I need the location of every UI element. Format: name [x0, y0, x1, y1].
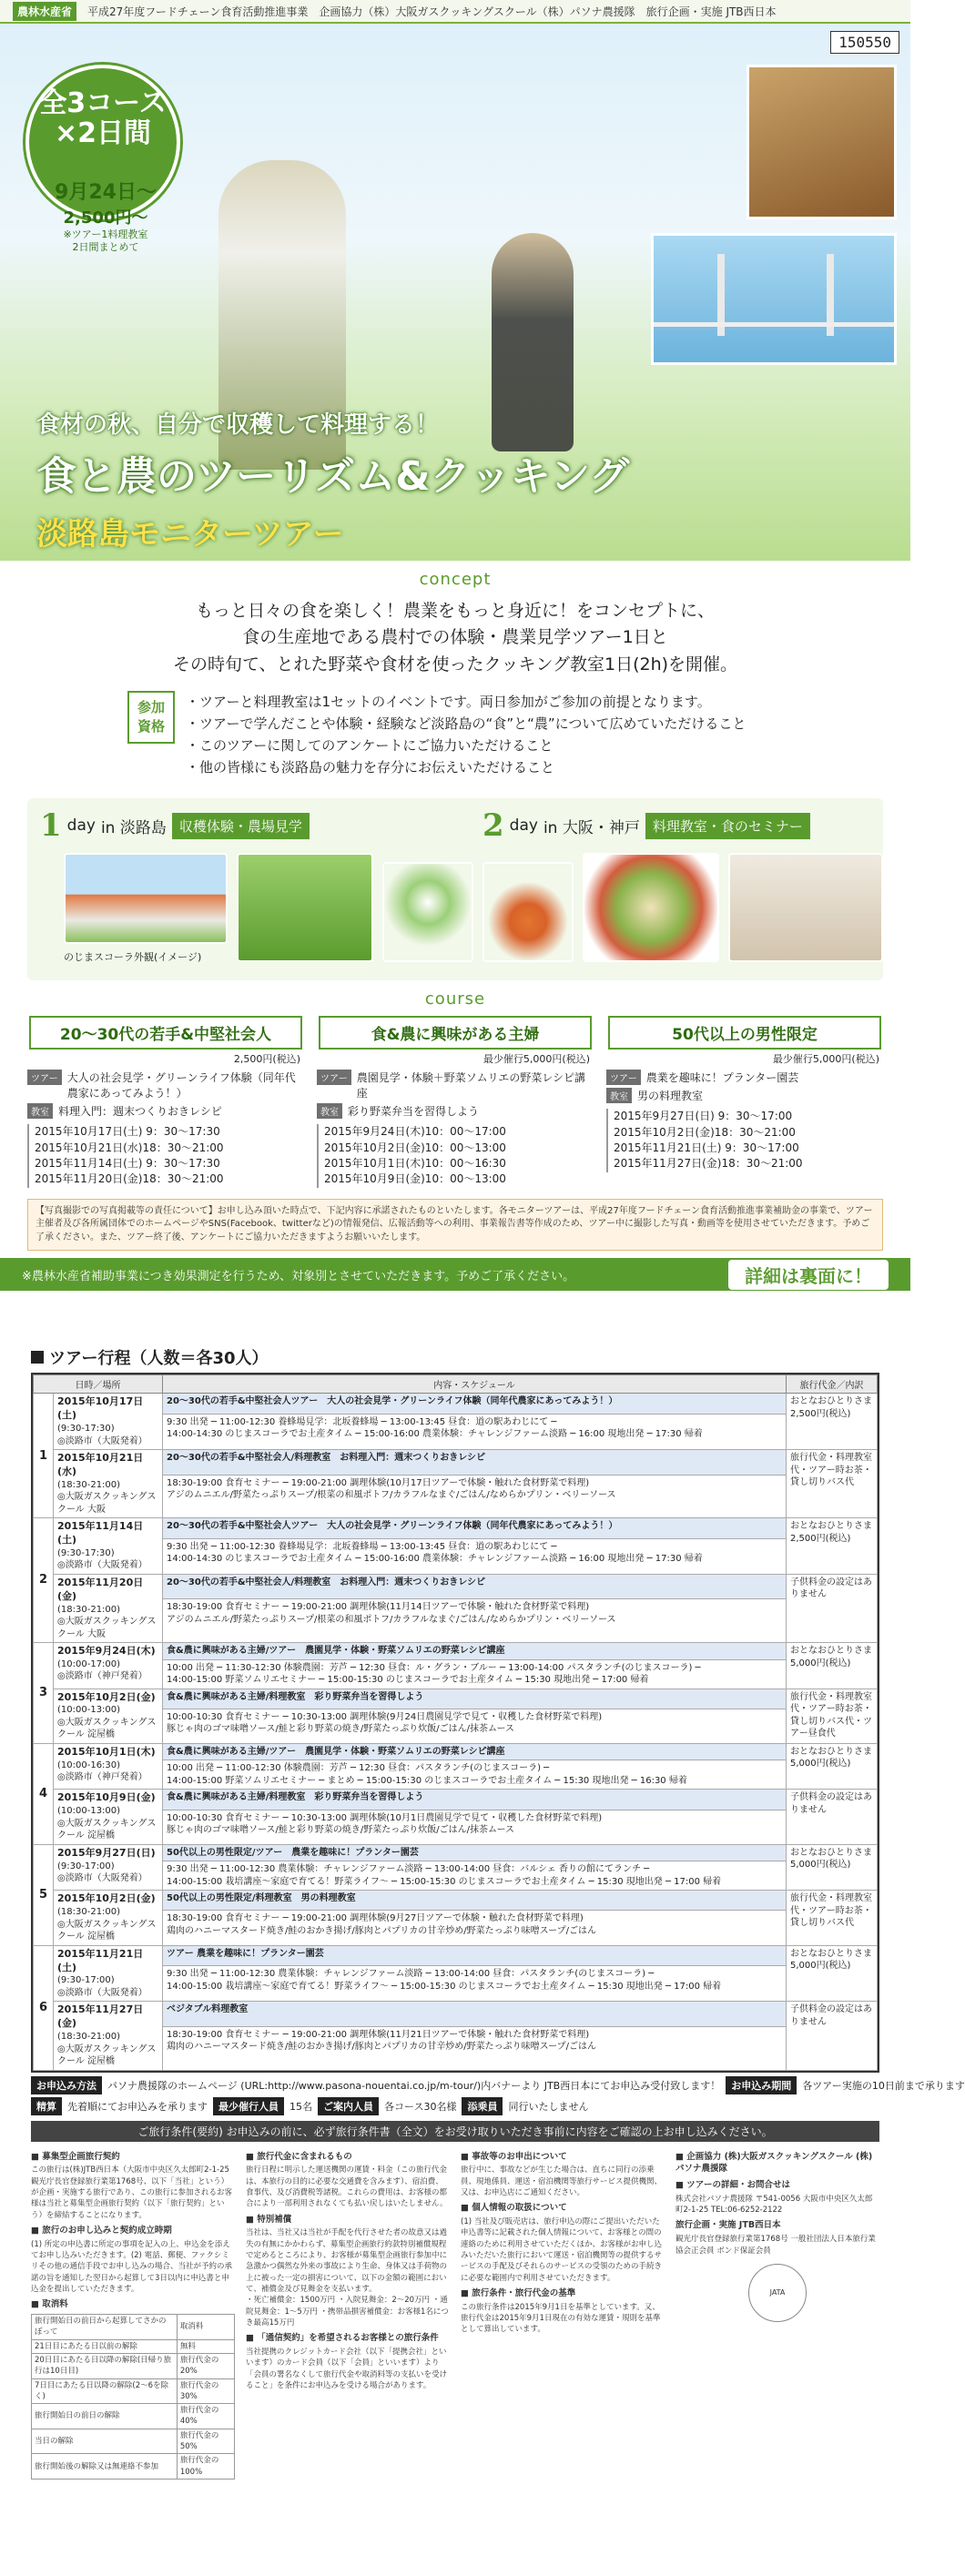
subsidy-note: ※農林水産省補助事業につき効果測定を行うため、対象別とさせていただきます。予めご了承ください。: [22, 1269, 575, 1283]
course-card: [317, 1016, 594, 1188]
table-row: [34, 1844, 878, 1861]
day-overview: [27, 798, 883, 980]
product-code: 150550: [830, 31, 899, 54]
row-schedule: [163, 1709, 787, 1743]
row-date: 2015年10月2日(金): [57, 1690, 156, 1703]
table-row: [34, 1394, 878, 1415]
row-place: ◎淡路市（大阪発着）: [57, 1987, 147, 1998]
row-place: ◎大阪ガスクッキングスクール 大阪: [57, 1492, 157, 1515]
itinerary-title-text: ツアー行程（人数＝各30人）: [49, 1349, 269, 1369]
table-row: [34, 1790, 878, 1810]
table-row: [34, 1643, 878, 1660]
row-place: ◎淡路市（神戸発着）: [57, 1671, 147, 1682]
min-people: 15名: [290, 2100, 312, 2113]
course-date: 2015年10月2日(金)18：30～21:00: [614, 1125, 796, 1139]
table-row: [34, 1518, 878, 1539]
day2-place: in 大阪・神戸: [543, 818, 640, 837]
schedule-line: 18:30-19:00 食育セミナー ─ 19:00-21:00 調理体験(9月27日ツアーで体験・触れた食材野菜で料理): [167, 1913, 584, 1924]
row-time: (9:30-17:00): [57, 1861, 115, 1871]
carrot-photo: [482, 862, 574, 962]
terms-heading: ■ 「通信契約」を希望されるお客様との旅行条件: [246, 2333, 439, 2344]
row-date-cell: [54, 1394, 163, 1450]
row-date: 2015年11月20日(金): [57, 1576, 144, 1602]
schedule-line: 9:30 出発 ─ 11:00-12:30 農業体験：チャレンジファーム淡路 ─ 13:00-14:00 昼食：パスタランチ(のじまスコーラ) ─: [167, 1969, 655, 1980]
row-fee: 子供料金の設定はありません: [787, 1790, 878, 1844]
row-place: ◎大阪ガスクッキングスクール 大阪: [57, 1617, 157, 1639]
schedule-line: 10:00-10:30 食育セミナー ─ 10:30-13:00 調理体験(10月1日農園見学で見て・収穫した食材野菜で料理): [167, 1812, 603, 1823]
row-fee: おとなおひとりさま 5,000円(税込): [787, 1945, 878, 2002]
row-fee: おとなおひとりさま 2,500円(税込): [787, 1394, 878, 1450]
row-date: 2015年9月24日(木): [57, 1645, 156, 1658]
row-title: ベジタブル料理教室: [163, 2002, 787, 2027]
eligibility: [127, 691, 910, 778]
terms-col-4: [676, 2147, 879, 2480]
course-date: 2015年10月1日(木)10：00～16:30: [324, 1157, 506, 1171]
course-date: 2015年11月21日(土) 9：30～17:00: [614, 1141, 799, 1155]
terms-col-1: [31, 2147, 235, 2480]
row-time: (10:00-16:30): [57, 1760, 121, 1770]
table-row: [34, 1891, 878, 1911]
schedule-line: 18:30-19:00 食育セミナー ─ 19:00-21:00 調理体験(10月17日ツアーで体験・触れた食材野菜で料理): [167, 1477, 590, 1488]
terms-text: この旅行は(株)JTB西日本（大阪市中央区久太郎町2-1-25 観光庁長官登録旅行業第1768号、以下「当社」という）が企画・実施する旅行であり、この旅行に参加されるお客様は当社と募集型企画旅行契約（以下「旅行契約」という）を締結することになります。: [31, 2165, 233, 2220]
course-label: course: [424, 989, 486, 1009]
terms-heading: ■ 事故等のお申出について: [461, 2151, 567, 2162]
schedule-line: 9:30 出発 ─ 11:00-12:30 養蜂場見学：北坂養蜂場 ─ 13:00-13:45 昼食：道の駅あわじにて ─: [167, 1541, 557, 1552]
row-title: ツアー 農業を趣味に！プランター園芸: [163, 1945, 787, 1966]
nojima-scuola-photo: [64, 853, 228, 944]
schedule-line: アジのムニエル/野菜たっぷりスープ/根菜の和風ポトフ/カラフルなまぐ/ごはん/なめらかプリン・ベリーソース: [167, 1614, 616, 1625]
table-row: [34, 1574, 878, 1599]
badge-days: ×2日間: [54, 117, 151, 149]
row-fee: おとなおひとりさま 2,500円(税込): [787, 1518, 878, 1575]
row-place: ◎淡路市（大阪発着）: [57, 1873, 147, 1884]
day1-place: in 淡路島: [100, 818, 167, 837]
tour-key: ツアー: [317, 1070, 351, 1085]
class-key: 教室: [27, 1103, 53, 1119]
planning-partners: 企画協力（株）大阪ガスクッキングスクール（株）パソナ農援隊: [319, 5, 635, 18]
row-schedule: [163, 1861, 787, 1891]
course-title: 50代以上の男性限定: [608, 1016, 881, 1050]
concept-text: [0, 598, 910, 678]
schedule-line: 14:00-14:30 のじまスコーラでお土産タイム ─ 15:00-16:00 農業体験：チャレンジファーム淡路 ─ 16:00 現地出発 ─ 17:30 帰着: [167, 1429, 703, 1440]
row-fee: 旅行代金・料理教室代・ツアー時お茶・貸し切りバス代・ツアー昼食代: [787, 1689, 878, 1743]
col-header-date: 日時／場所: [34, 1375, 163, 1394]
badge-courses: 全3コース: [39, 87, 167, 119]
hero-section: [0, 24, 910, 561]
eligibility-label: 参加資格: [127, 691, 175, 744]
row-place: ◎大阪ガスクッキングスクール 淀屋橋: [57, 1818, 157, 1841]
row-date-cell: [54, 1891, 163, 1945]
row-place: ◎淡路市（神戸発着）: [57, 1772, 147, 1783]
row-date: 2015年11月21日(土): [57, 1947, 144, 1973]
course-date: 2015年9月27日(日) 9：30～17:00: [614, 1110, 793, 1123]
schedule-line: 豚じゃ肉のゴマ味噌ソース/鮭と彩り野菜の焼き/野菜たっぷり炊飯/ごはん/抹茶ムース: [167, 1724, 514, 1735]
schedule-line: アジのムニエル/野菜たっぷりスープ/根菜の和風ポトフ/カラフルなまぐ/ごはん/なめらかプリン・ベリーソース: [167, 1490, 616, 1501]
schedule-line: 14:00-15:00 野菜ソムリエセミナー ─ 15:00-15:30 のじまスコーラでお土産タイム ─ 15:30 現地出発 ─ 17:00 帰着: [167, 1675, 649, 1686]
tour-key: ツアー: [606, 1070, 641, 1085]
terms-col-2: [246, 2147, 450, 2480]
concept-line-2: 食の生産地である農村での体験・農業見学ツアー1日と: [242, 627, 668, 648]
terms-text: (1) 当社及び販売店は、旅行申込の際にご提出いただいた申込書等に記載された個人情報について、お客様との間の連絡のために利用させていただくほか、お客様がお申し込みいただいた旅行において運送・宿泊機関等の提供するサービスの手配及びそれらのサービスの受領のための手続きに必要な範囲内で利用させていただきます。: [461, 2217, 663, 2283]
price-note-2: 2日間まとめて: [72, 241, 139, 254]
course-class: 料理入門：週末つくりおきレシピ: [58, 1105, 222, 1119]
row-title: 20～30代の若手&中堅社会人ツアー 大人の社会見学・グリーンライフ体験（同年代農家にあってみよう！）: [163, 1394, 787, 1415]
terms-heading: ■ 個人情報の取扱について: [461, 2203, 567, 2214]
terms-text: ・死亡補償金：1500万円 ・入院見舞金：2〜20万円 ・通院見舞金：1〜5万円 ・携帯品損害補償金：お客様1名につき最高15万円: [246, 2296, 449, 2328]
row-title: 食&農に興味がある主婦/ツアー 農園見学・体験・野菜ソムリエの野菜レシピ講座: [163, 1743, 787, 1760]
organizer-heading: ■ 企画協力 (株)大阪ガスクッキングスクール (株)パソナ農援隊: [676, 2151, 873, 2175]
course-price: 最少催行5,000円(税込): [772, 1053, 879, 1066]
course-title: 食&農に興味がある主婦: [319, 1016, 592, 1050]
row-fee: 子供料金の設定はありません: [787, 1574, 878, 1642]
row-fee: おとなおひとりさま 5,000円(税込): [787, 1844, 878, 1891]
row-title: 食&農に興味がある主婦/料理教室 彩り野菜弁当を習得しよう: [163, 1790, 787, 1810]
group-number: 2: [34, 1518, 54, 1643]
class-key: 教室: [317, 1103, 342, 1119]
table-row: [34, 1743, 878, 1760]
row-title: 20～30代の若手&中堅社会人/料理教室 お料理入門：週末つくりおきレシピ: [163, 1574, 787, 1599]
square-bullet-icon: [31, 1351, 44, 1364]
concept-label: concept: [419, 570, 492, 589]
row-place: ◎大阪ガスクッキングスクール 淀屋橋: [57, 1717, 157, 1740]
guide-key: ご案内人員: [318, 2097, 379, 2115]
group-number: 3: [34, 1643, 54, 1744]
itinerary-title: [31, 1345, 879, 1369]
schedule-line: 14:00-14:30 のじまスコーラでお土産タイム ─ 15:00-16:00 農業体験：チャレンジファーム淡路 ─ 16:00 現地出発 ─ 17:30 帰着: [167, 1554, 703, 1565]
table-row: [34, 1945, 878, 1966]
schedule-line: 18:30-19:00 食育セミナー ─ 19:00-21:00 調理体験(11月14日ツアーで体験・触れた食材野菜で料理): [167, 1602, 590, 1613]
course-date: 2015年10月17日(土) 9：30～17:30: [35, 1125, 220, 1139]
course-date: 2015年11月27日(金)18：30～21:00: [614, 1157, 803, 1171]
agent-heading: 旅行企画・実施 JTB西日本: [676, 2220, 781, 2231]
course-class: 彩り野菜弁当を習得しよう: [348, 1105, 480, 1119]
concept-line-1: もっと日々の食を楽しく！農業をもっと身近に！をコンセプトに、: [195, 601, 715, 621]
course-title: 20～30代の若手&中堅社会人: [29, 1016, 302, 1050]
contact-text: 株式会社パソナ農援隊 〒541-0056 大阪市中央区久太郎町2-1-25 TEL:06-6252-2122: [676, 2194, 873, 2216]
terms-heading: ■ 特別補償: [246, 2214, 292, 2225]
row-date-cell: [54, 1743, 163, 1790]
terms-text: 当社提携のクレジットカード会社（以下「提携会社」といいます）のカード会員（以下「会員」といいます）より「会員の署名なくして旅行代金や取消料等の支払いを受けること」を条件にお申込みを受ける場合があります。: [246, 2347, 448, 2390]
row-time: (9:30-17:30): [57, 1547, 115, 1558]
eligibility-list: [186, 691, 746, 778]
eligibility-item: ・ツアーと料理教室は1セットのイベントです。両日参加がご参加の前提となります。: [186, 694, 711, 711]
row-title: 20～30代の若手&中堅社会人/料理教室 お料理入門：週末つくりおきレシピ: [163, 1450, 787, 1476]
staff-info: 同行いたしません: [508, 2100, 589, 2113]
farm-photo: [237, 853, 373, 962]
cooking-class-photo: [728, 853, 883, 962]
row-date-cell: [54, 1689, 163, 1743]
row-time: (10:00-13:00): [57, 1705, 121, 1716]
course-card: [27, 1016, 304, 1188]
col-header-fee: 旅行代金／内訳: [787, 1375, 878, 1394]
row-place: ◎淡路市（大阪発着）: [57, 1435, 147, 1446]
group-number: 1: [34, 1394, 54, 1518]
top-bar: [0, 0, 910, 24]
row-date: 2015年11月14日(土): [57, 1520, 144, 1547]
course-class: 男の料理教室: [637, 1090, 704, 1103]
akashi-bridge-photo: [651, 233, 897, 365]
dish-photo: [583, 853, 719, 962]
row-title: 20～30代の若手&中堅社会人ツアー 大人の社会見学・グリーンライフ体験（同年代農家にあってみよう！）: [163, 1518, 787, 1539]
day1-number: 1: [40, 807, 62, 845]
cancel-fee-table: 旅行開始日の前日から起算してさかのぼって 取消料 21日目にあたる日以前の解除 無料 20日目にあたる日以降の解除(日帰り旅行は10日目) 旅行代金の20% 7日目にあたる日以降の解除(2〜6を除く) 旅行代金の30% 旅行開始日の前日の解除 旅行代金の40% 当日の解除 旅行代金の50% 旅行開始後の解除又は無連絡不参加 旅行代金の100%: [31, 2314, 235, 2480]
terms-heading: ■ 旅行条件・旅行代金の基準: [461, 2287, 576, 2298]
course-dates: [606, 1109, 883, 1172]
row-fee: 子供料金の設定はありません: [787, 2002, 878, 2070]
row-date: 2015年11月27日(金): [57, 2003, 144, 2030]
see-back-badge: 詳細は裏面に！: [728, 1260, 889, 1290]
row-date-cell: [54, 1945, 163, 2002]
schedule-line: 14:00-15:00 栽培講座〜家庭で育てる！野菜ライフ〜 ─ 15:00-15:30 のじまスコーラでお土産タイム ─ 15:30 現地出発 ─ 17:00 帰着: [167, 1876, 722, 1887]
course-price: 2,500円(税込): [233, 1053, 300, 1066]
row-date-cell: [54, 1844, 163, 1891]
row-date-cell: [54, 1643, 163, 1689]
row-date: 2015年9月27日(日): [57, 1846, 156, 1859]
course-card: [606, 1016, 883, 1188]
day2-header: [482, 807, 810, 844]
row-time: (9:30-17:00): [57, 1975, 115, 1986]
schedule-line: 9:30 出発 ─ 11:00-12:30 養蜂場見学：北坂養蜂場 ─ 13:00-13:45 昼食：道の駅あわじにて ─: [167, 1416, 557, 1427]
course-dates: [27, 1124, 304, 1188]
row-date-cell: [54, 1518, 163, 1575]
booking-period: 各ツアー実施の10日前まで承ります: [802, 2079, 965, 2092]
group-number: 5: [34, 1844, 54, 1945]
row-schedule: [163, 1475, 787, 1518]
row-fee: 旅行代金・料理教室代・ツアー時お茶・貸し切りバス代: [787, 1450, 878, 1518]
schedule-line: 鶏肉のハニーマスタード焼き/鮭のおかき揚げ/豚肉とパプリカの甘辛炒め/野菜たっぷり味噌スープ/ごはん: [167, 2042, 596, 2053]
method-key: お申込み方法: [31, 2076, 102, 2094]
row-place: ◎淡路市（大阪発着）: [57, 1560, 147, 1571]
schedule-line: 鶏肉のハニーマスタード焼き/鮭のおかき揚げ/豚肉とパプリカの甘辛炒め/野菜たっぷり味噌スープ/ごはん: [167, 1925, 596, 1936]
col-header-content: 内容・スケジュール: [163, 1375, 787, 1394]
row-fee: おとなおひとりさま 5,000円(税込): [787, 1643, 878, 1689]
row-schedule: [163, 1599, 787, 1643]
row-schedule: [163, 1760, 787, 1790]
terms-col-3: [461, 2147, 665, 2480]
schedule-line: 14:00-15:00 栽培講座〜家庭で育てる！野菜ライフ〜 ─ 15:00-15:30 のじまスコーラでお土産タイム ─ 15:30 現地出発 ─ 17:00 帰着: [167, 1981, 722, 1992]
row-schedule: [163, 1659, 787, 1689]
booking-settle: 先着順にてお申込みを承ります: [67, 2100, 208, 2113]
settle-key: 精算: [31, 2097, 62, 2115]
group-number: 4: [34, 1743, 54, 1844]
price: 2,500円〜: [63, 208, 148, 228]
row-time: (10:00-17:00): [57, 1658, 121, 1669]
course-date: 2015年9月24日(木)10：00～17:00: [324, 1125, 506, 1139]
date-price-box: [33, 177, 178, 255]
group-number: 6: [34, 1945, 54, 2070]
row-time: (10:00-13:00): [57, 1806, 121, 1817]
start-date: 9月24日〜: [55, 181, 157, 204]
row-date: 2015年10月2日(金): [57, 1892, 156, 1905]
row-title: 50代以上の男性限定/ツアー 農業を趣味に！プランター園芸: [163, 1844, 787, 1861]
course-tour: 農業を趣味に！プランター園芸: [645, 1071, 799, 1085]
row-schedule: [163, 1911, 787, 1945]
schedule-line: 10:00 出発 ─ 11:30-12:30 体験農園：芳芦 ─ 12:30 昼食：ル・グラン・ブルー ─ 13:00-14:00 パスタランチ(のじまスコーラ) ─: [167, 1662, 701, 1673]
course-price: 最少催行5,000円(税込): [482, 1053, 590, 1066]
row-place: ◎大阪ガスクッキングスクール 淀屋橋: [57, 1919, 157, 1942]
row-title: 食&農に興味がある主婦/料理教室 彩り野菜弁当を習得しよう: [163, 1689, 787, 1709]
booking-info: [31, 2076, 965, 2115]
row-date-cell: [54, 1450, 163, 1518]
table-row: [34, 2002, 878, 2027]
schedule-line: 9:30 出発 ─ 11:00-12:30 農業体験：チャレンジファーム淡路 ─ 13:00-14:00 昼食：バルシェ 香りの館にてランチ ─: [167, 1864, 650, 1875]
day1-word: day: [66, 816, 96, 836]
schedule-line: 10:00-10:30 食育セミナー ─ 10:30-13:00 調理体験(9月24日農園見学で見て・収穫した食材野菜で料理): [167, 1711, 603, 1722]
headline: [36, 406, 692, 553]
photo-usage-note: 【写真撮影での写真掲載等の責任について】お申し込み頂いた時点で、下記内容に承諾されたものといたします。各モニターツアーは、平成27年度フードチェーン食育活動推進事業補助金の事業で、ツアー主催者及び各所属団体でのホームページやSNS(Facebook、twitterなど)の情報発信、広報活動等への利用、事業報告書等作成のため、ツアー中に撮影した写真・動画等を使用させていただきます。予めご了承ください。また、ツアー終了後、アンケートにご協力いただきますようお願いいたします。: [27, 1199, 883, 1252]
row-time: (18:30-21:00): [57, 2032, 121, 2043]
subsidy-bar: [0, 1258, 910, 1291]
course-date: 2015年10月21日(水)18：30～21:00: [35, 1141, 224, 1154]
tour-key: ツアー: [27, 1070, 62, 1085]
staff-key: 添乗員: [462, 2097, 503, 2115]
eligibility-item: ・このツアーに関してのアンケートにご協力いただけること: [186, 737, 554, 755]
course-tour: 農園見学・体験＋野菜ソムリエの野菜レシピ講座: [356, 1071, 586, 1100]
terms-text: 当社は、当社又は当社が手配を代行させた者の故意又は過失の有無にかかわらず、募集型企画旅行約款特別補償規程で定めるところにより、お客様が募集型企画旅行参加中に急激かつ偶然な外来の事故により生命、身体又は手荷物の上に被った一定の損害について、以下の金額の範囲において、補償金及び見舞金を支払います。: [246, 2228, 448, 2294]
agent-text: 観光庁長官登録旅行業第1768号 一般社団法人日本旅行業協会正会員 ボンド保証会員: [676, 2235, 876, 2256]
row-time: (9:30-17:30): [57, 1424, 115, 1435]
table-row: [34, 1450, 878, 1476]
row-date: 2015年10月17日(土): [57, 1395, 144, 1422]
row-place: ◎大阪ガスクッキングスクール 淀屋橋: [57, 2044, 157, 2067]
day2-word: day: [509, 816, 538, 836]
course-date: 2015年11月14日(土) 9：30～17:30: [35, 1157, 220, 1171]
day1-tag: 収穫体験・農場見学: [172, 813, 310, 839]
row-schedule: [163, 1966, 787, 2002]
course-date: 2015年11月20日(金)18：30～21:00: [35, 1172, 224, 1186]
day2-tag: 料理教室・食のセミナー: [645, 813, 810, 839]
harvest-photo: [747, 65, 897, 219]
terms-heading: ■ 取消料: [31, 2299, 68, 2310]
project-name: 平成27年度フードチェーン食育活動推進事業: [87, 5, 309, 18]
schedule-line: 14:00-15:00 野菜ソムリエセミナー ─ まとめ ─ 15:00-15:30 のじまスコーラでお土産タイム ─ 15:30 現地出発 ─ 16:30 帰着: [167, 1775, 687, 1786]
guide-count: 各コース30名様: [384, 2100, 457, 2113]
schedule-line: 18:30-19:00 食育セミナー ─ 19:00-21:00 調理体験(11月21日ツアーで体験・触れた食材野菜で料理): [167, 2029, 590, 2040]
period-key: お申込み期間: [726, 2076, 797, 2094]
terms-heading: ■ 旅行代金に含まれるもの: [246, 2151, 352, 2162]
class-key: 教室: [606, 1088, 632, 1103]
row-date-cell: [54, 1790, 163, 1844]
terms-heading: ■ 旅行のお申し込みと契約成立時期: [31, 2225, 172, 2236]
course-tour: 大人の社会見学・グリーンライフ体験（同年代農家にあってみよう！）: [66, 1071, 296, 1100]
travel-agent: 旅行企画・実施 JTB西日本: [645, 5, 777, 18]
row-fee: 旅行代金・料理教室代・ツアー時お茶・貸し切りバス代: [787, 1891, 878, 1945]
course-date: 2015年10月9日(金)10：00～13:00: [324, 1172, 506, 1186]
row-date: 2015年10月21日(水): [57, 1452, 144, 1477]
eligibility-item: ・他の皆様にも淡路島の魅力を存分にお伝えいただけること: [186, 759, 555, 776]
contact-heading: ■ ツアーの詳細・お問合せは: [676, 2180, 790, 2191]
row-date: 2015年10月9日(金): [57, 1791, 156, 1804]
price-note-1: ※ツアー1料理教室: [63, 228, 148, 240]
day1-header: [40, 807, 310, 844]
conditions-header: ご旅行条件(要約) お申込みの前に、必ず旅行条件書（全文）をお受け取りいただき事前に内容をご確認の上お申し込みください。: [31, 2121, 879, 2142]
row-fee: おとなおひとりさま 5,000円(税込): [787, 1743, 878, 1790]
course-list: [27, 1016, 883, 1188]
min-key: 最少催行人員: [213, 2097, 284, 2115]
row-time: (18:30-21:00): [57, 1604, 121, 1615]
terms-text: 旅行中に、事故などが生じた場合は、直ちに同行の添乗員、現地係員、運送・宿泊機関等旅行サービス提供機関、又は、お申込店にご通知ください。: [461, 2165, 663, 2197]
headline-main: 食と農のツーリズム&クッキング: [36, 453, 630, 500]
terms-heading: ■ 募集型企画旅行契約: [31, 2151, 120, 2162]
photo-caption: のじまスコーラ外観(イメージ): [64, 951, 202, 964]
row-date-cell: [54, 1574, 163, 1642]
jata-seal-icon: JATA: [748, 2264, 807, 2322]
headline-event: 淡路島モニターツアー: [36, 516, 344, 553]
table-row: [34, 1689, 878, 1709]
schedule-line: 10:00 出発 ─ 11:00-12:30 体験農園：芳芦 ─ 12:30 昼食：パスタランチ(のじまスコーラ) ─: [167, 1763, 550, 1774]
course-date: 2015年10月2日(金)10：00～13:00: [324, 1141, 506, 1154]
day2-number: 2: [482, 807, 504, 845]
course-dates: [317, 1124, 594, 1188]
terms-text: この旅行条件は2015年9月1日を基準としています。又、旅行代金は2015年9月1日現在の有効な運賃・規則を基準として算出しています。: [461, 2302, 661, 2335]
row-time: (18:30-21:00): [57, 1479, 121, 1490]
row-schedule: [163, 1538, 787, 1574]
itinerary-table: [31, 1373, 879, 2072]
headline-sub: 食材の秋、自分で収穫して料理する！: [36, 411, 440, 439]
ministry-tag: 農林水産省: [13, 2, 76, 21]
row-schedule: [163, 1414, 787, 1449]
row-title: 50代以上の男性限定/料理教室 男の料理教室: [163, 1891, 787, 1911]
schedule-line: 豚じゃ肉のゴマ味噌ソース/鮭と彩り野菜の焼き/野菜たっぷり炊飯/ごはん/抹茶ムース: [167, 1825, 514, 1836]
row-time: (18:30-21:00): [57, 1907, 121, 1918]
concept-line-3: その時旬て、とれた野菜や食材を使ったクッキング教室1日(2h)を開催。: [172, 654, 738, 674]
terms-text: 旅行日程に明示した運送機関の運賃・料金（この旅行代金は、本旅行の目的に必要な交通費を含みます）、宿泊費、食事代、及び消費税等諸税。これらの費用は、お客様の都合により一部利用されなくても払い戻しはいたしません。: [246, 2165, 448, 2209]
terms-section: [31, 2147, 879, 2480]
row-schedule: [163, 1810, 787, 1844]
row-date: 2015年10月1日(木): [57, 1745, 156, 1758]
vegetable-photo: [382, 862, 473, 962]
eligibility-item: ・ツアーで学んだことや体験・経験など淡路島の“食”と“農”について広めていただけること: [186, 715, 747, 733]
terms-text: (1) 所定の申込書に所定の事項を記入の上、申込金を添えてお申し込みいただきます。(2) 電話、郵便、ファクシミリその他の通信手段でお申し込みの場合、当社が予約の承諾の旨を通知した翌日から起算して3日以内に申込書と申込金を提出していただきます。: [31, 2239, 233, 2294]
booking-method: パソナ農援隊のホームページ (URL:http://www.pasona-nouentai.co.jp/m-tour/)内バナーより JTB西日本にてお申込み受付致します！: [107, 2079, 721, 2092]
row-date-cell: [54, 2002, 163, 2070]
row-schedule: [163, 2026, 787, 2070]
row-title: 食&農に興味がある主婦/ツアー 農園見学・体験・野菜ソムリエの野菜レシピ講座: [163, 1643, 787, 1660]
